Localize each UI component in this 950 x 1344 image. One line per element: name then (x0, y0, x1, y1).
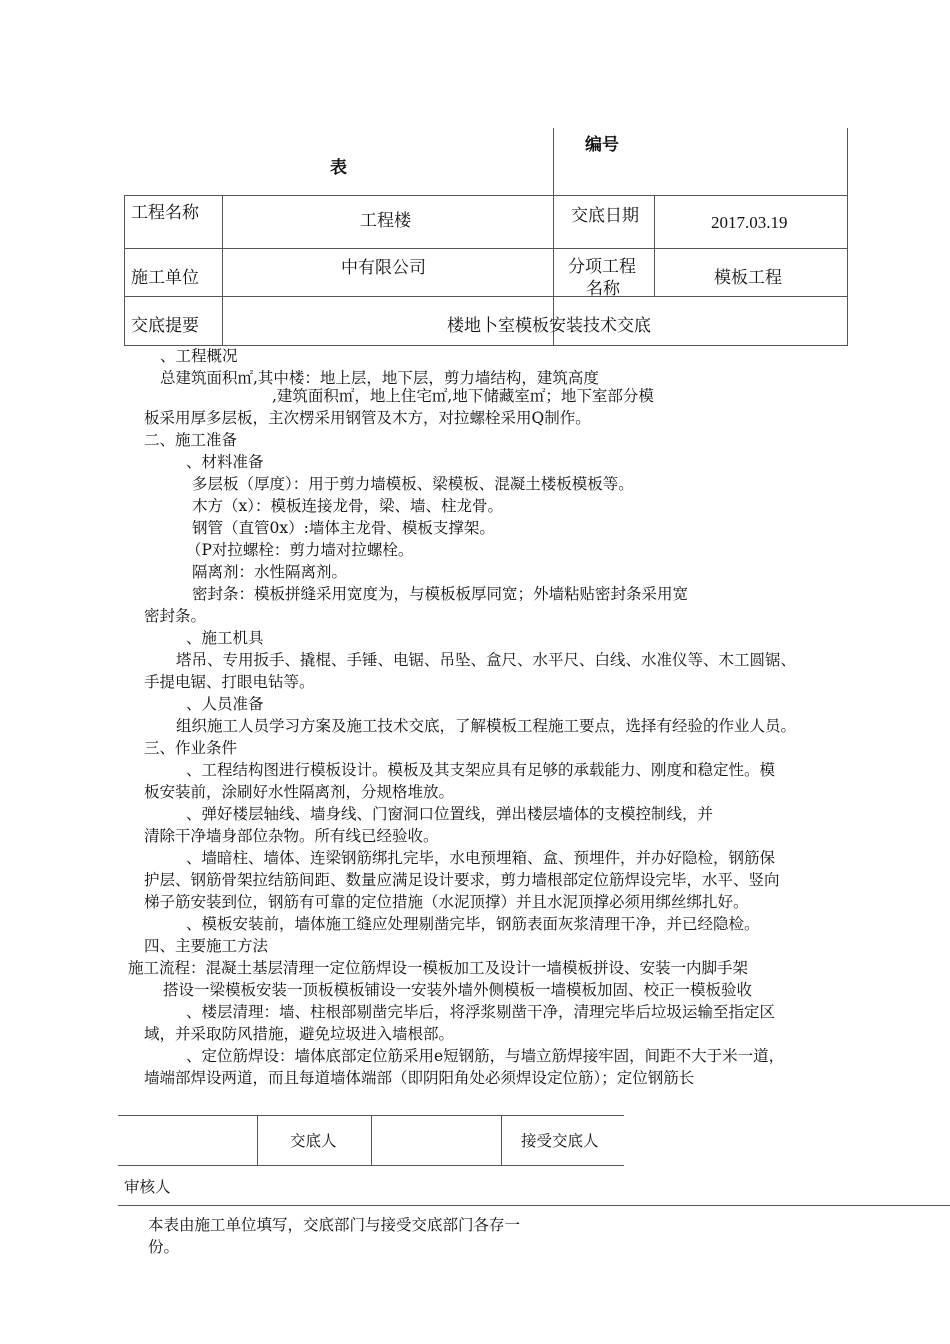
number-label: 编号 (585, 135, 619, 155)
body-line: ,建筑面积㎡，地上住宅㎡,地下储藏室㎡；地下室部分模 (272, 387, 654, 405)
footer-note-text: 本表由施工单位填写，交底部门与接受交底部门各存一 (148, 1216, 521, 1234)
body-line: 隔离剂：水性隔离剂。 (192, 563, 348, 581)
body-line: 域，并采取防风措施，避免垃圾进入墙根部。 (144, 1025, 455, 1043)
table-row-line (124, 296, 848, 297)
section-heading: 三、作业条件 (144, 739, 238, 757)
table-row-line (124, 248, 848, 249)
body-line: 多层板（厚度）：用于剪力墙模板、梁模板、混凝土楼板模板等。 (192, 475, 634, 493)
footer-note-text-cont: 份。 (148, 1238, 180, 1256)
construction-unit-label: 施工单位 (131, 268, 199, 288)
table-title: 表 (330, 158, 347, 178)
project-name-label: 工程名称 (131, 203, 199, 223)
body-line: 组织施工人员学习方案及施工技术交底，了解模板工程施工要点，选择有经验的作业人员。 (176, 717, 797, 735)
table-right-border (847, 128, 848, 346)
project-name-value: 工程楼 (360, 211, 411, 231)
sub-project-label-cont: 名称 (586, 279, 620, 299)
body-line: 塔吊、专用扳手、撬棍、手锤、电锯、吊坠、盒尺、水平尺、白线、水准仪等、木工圆锯、 (176, 651, 797, 669)
discloser-label: 交底人 (290, 1132, 337, 1150)
subsection-heading: 、人员准备 (186, 695, 264, 713)
body-line: 搭设一梁模板安装一顶板模板铺设一安装外墙外侧模板一墙模板加固、校正一模板验收 (163, 981, 753, 999)
body-line: 、定位筋焊设：墙体底部定位筋采用e短钢筋，与墙立筋焊接牢固，间距不大于米一道， (186, 1047, 785, 1065)
body-line: 木方（x）：模板连接龙骨，梁、墙、柱龙骨。 (192, 497, 503, 515)
body-line: 梯子筋安装到位，钢筋有可靠的定位措施（水泥顶撑）并且水泥顶撑必须用绑丝绑扎好。 (144, 893, 749, 911)
sub-project-label: 分项工程 (568, 257, 636, 277)
table-value-divider (654, 195, 655, 296)
summary-value: 楼地卜室模板安装技术交底 (447, 316, 651, 336)
date-label: 交底日期 (571, 206, 639, 226)
body-line: 墙端部焊设两道，而且每道墙体端部（即阴阳角处必须焊设定位筋）；定位钢筋长 (144, 1069, 695, 1087)
body-line: 、楼层清理：墙、柱根部剔凿完毕后，将浮浆剔凿干净，清理完毕后垃圾运输至指定区 (186, 1003, 776, 1021)
body-line: 施工流程：混凝土基层清理一定位筋焊设一模板加工及设计一墙模板拼设、安装一内脚手架 (128, 959, 749, 977)
section-heading: 二、施工准备 (144, 431, 238, 449)
body-line: 护层、钢筋骨架拉结筋间距、数量应满足设计要求，剪力墙根部定位筋焊设完毕，水平、竖向 (144, 871, 780, 889)
body-line: （P对拉螺栓：剪力墙对拉螺栓。 (186, 541, 414, 559)
construction-unit-value: 中有限公司 (341, 258, 426, 278)
body-line: 总建筑面积㎡,其中楼：地上层，地下层，剪力墙结构，建筑高度 (160, 369, 599, 387)
signoff-divider (501, 1115, 502, 1165)
date-value: 2017.03.19 (711, 213, 788, 232)
body-line: 密封条：模板拼缝采用宽度为，与模板板厚同宽；外墙粘贴密封条采用宽 (192, 585, 689, 603)
body-line: 、弹好楼层轴线、墙身线、门窗洞口位置线，弹出楼层墙体的支模控制线，并 (186, 805, 714, 823)
summary-label: 交底提要 (131, 316, 199, 336)
signoff-bottom-line (118, 1165, 624, 1166)
body-line: 钢管（直管0x）:墙体主龙骨、模板支撑架。 (192, 519, 495, 537)
receiver-label: 接受交底人 (521, 1132, 599, 1150)
table-label-divider (222, 195, 223, 346)
body-line: 清除干净墙身部位杂物。所有线已经验收。 (144, 827, 439, 845)
body-line: 密封条。 (144, 607, 207, 625)
reviewer-label: 审核人 (124, 1178, 171, 1196)
signoff-divider (371, 1115, 372, 1165)
body-line: 板安装前，涂刷好水性隔离剂，分规格堆放。 (144, 783, 455, 801)
signoff-divider (257, 1115, 258, 1165)
section-heading: 四、主要施工方法 (144, 937, 269, 955)
table-left-border (124, 195, 125, 346)
table-row-line (124, 195, 848, 196)
sub-project-value: 模板工程 (714, 268, 782, 288)
body-line: 手提电锯、打眼电钻等。 (144, 673, 315, 691)
body-line: 、模板安装前，墙体施工缝应处理剔凿完毕，钢筋表面灰浆清理干净，并已经隐检。 (186, 915, 760, 933)
body-line: 、工程概况 (160, 347, 238, 365)
subsection-heading: 、材料准备 (186, 453, 264, 471)
body-line: 、工程结构图进行模板设计。模板及其支架应具有足够的承载能力、刚度和稳定性。模 (186, 761, 776, 779)
footer-line (118, 1205, 950, 1206)
body-line: 、墙暗柱、墙体、连梁钢筋绑扎完毕，水电预埋箱、盒、预埋件，并办好隐检，钢筋保 (186, 849, 776, 867)
subsection-heading: 、施工机具 (186, 629, 264, 647)
body-line: 板采用厚多层板，主次楞采用钢管及木方，对拉螺栓采用Q制作。 (144, 409, 591, 427)
